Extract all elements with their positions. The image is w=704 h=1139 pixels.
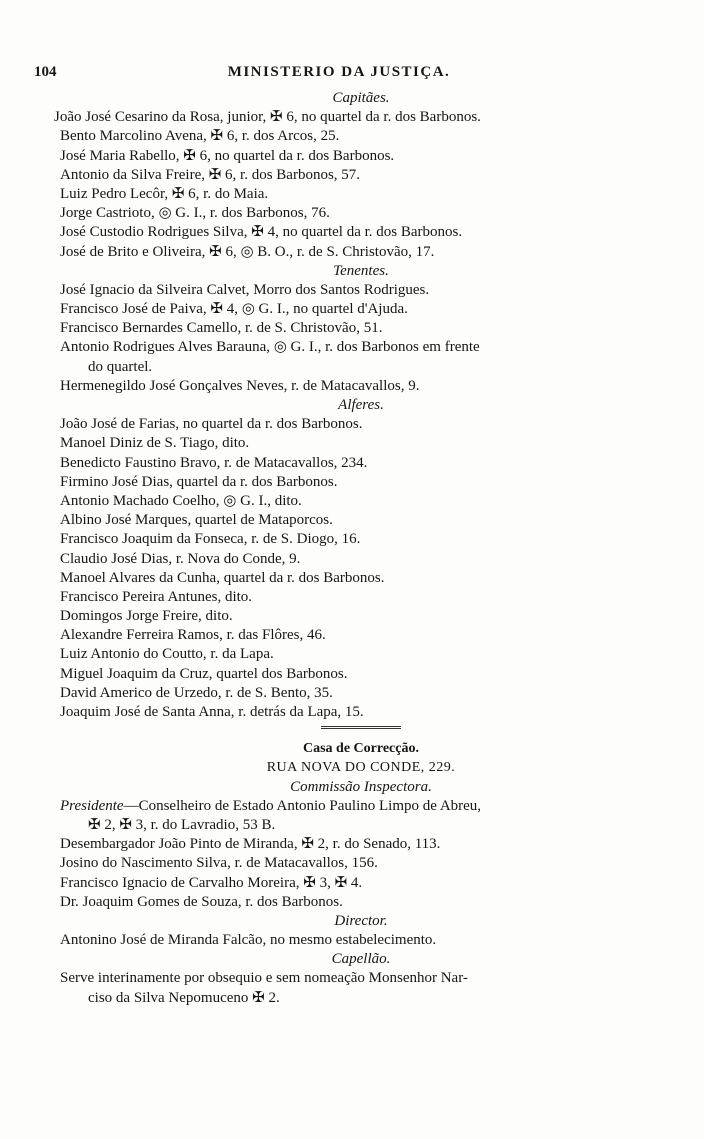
list-item: Bento Marcolino Avena, ✠ 6, r. dos Arcos, 25. — [60, 128, 340, 145]
chaplain-heading: Capellão. — [331, 951, 391, 968]
chaplain-entry: Serve interinamente por obsequio e sem nomeação Monsenhor Nar- — [60, 970, 468, 987]
president-label: Presidente — [60, 797, 124, 814]
list-item: Benedicto Faustino Bravo, r. de Matacavallos, 234. — [60, 454, 368, 471]
list-item: Francisco José de Paiva, ✠ 4, ◎ G. I., no quartel d'Ajuda. — [60, 301, 408, 318]
list-item: Alexandre Ferreira Ramos, r. das Flôres, 46. — [60, 627, 326, 644]
director-heading: Director. — [334, 912, 388, 929]
list-item: José Ignacio da Silveira Calvet, Morro dos Santos Rodrigues. — [60, 281, 430, 298]
list-item: Domingos Jorge Freire, dito. — [60, 608, 233, 625]
president-line — [60, 797, 662, 816]
commission-member: Josino do Nascimento Silva, r. de Matacavallos, 156. — [60, 855, 378, 872]
list-item: Claudio José Dias, r. Nova do Conde, 9. — [60, 550, 301, 567]
institution-title: Casa de Correcção. — [303, 741, 419, 757]
commission-heading: Commissão Inspectora. — [290, 778, 432, 795]
list-item: Francisco Pereira Antunes, dito. — [60, 588, 253, 605]
institution-address — [60, 758, 662, 777]
list-item-continuation: do quartel. — [88, 358, 153, 375]
list-item: Manoel Diniz de S. Tiago, dito. — [60, 435, 250, 452]
list-item: José Maria Rabello, ✠ 6, no quartel da r. dos Barbonos. — [60, 147, 395, 164]
commission-member: Francisco Ignacio de Carvalho Moreira, ✠ 3, ✠ 4. — [60, 874, 363, 891]
list-item: Luiz Pedro Lecôr, ✠ 6, r. do Maia. — [60, 185, 269, 202]
list-item: Firmino José Dias, quartel da r. dos Barbonos. — [60, 473, 338, 490]
commission-member: Dr. Joaquim Gomes de Souza, r. dos Barbonos. — [60, 893, 343, 910]
section-heading-capitaes: Capitães. — [332, 90, 390, 106]
list-item: David Americo de Urzedo, r. de S. Bento, 35. — [60, 684, 333, 701]
list-item: Francisco Joaquim da Fonseca, r. de S. Diogo, 16. — [60, 531, 361, 548]
running-header — [34, 64, 644, 86]
president-continuation: ✠ 2, ✠ 3, r. do Lavradio, 53 B. — [88, 816, 276, 833]
chaplain-continuation: ciso da Silva Nepomuceno ✠ 2. — [88, 989, 280, 1006]
list-item: Manoel Alvares da Cunha, quartel da r. dos Barbonos. — [60, 569, 385, 586]
president-text: —Conselheiro de Estado Antonio Paulino Limpo de Abreu, — [123, 797, 482, 814]
section-heading-alferes: Alferes. — [338, 397, 384, 413]
list-item: José de Brito e Oliveira, ✠ 6, ◎ B. O., r. de S. Christovão, 17. — [60, 243, 435, 260]
list-item: Luiz Antonio do Coutto, r. da Lapa. — [60, 646, 274, 663]
list-item: Antonio da Silva Freire, ✠ 6, r. dos Barbonos, 57. — [60, 166, 361, 183]
list-item: João José de Farias, no quartel da r. dos Barbonos. — [60, 416, 363, 433]
section-heading-tenentes: Tenentes. — [333, 262, 389, 279]
address-text: RUA NOVA DO CONDE, 229. — [266, 760, 456, 776]
list-item: Albino José Marques, quartel de Mataporcos. — [60, 512, 333, 529]
list-item: Antonio Rodrigues Alves Barauna, ◎ G. I., r. dos Barbonos em frente — [60, 339, 480, 356]
director-entry: Antonino José de Miranda Falcão, no mesmo estabelecimento. — [60, 932, 437, 949]
list-item: Miguel Joaquim da Cruz, quartel dos Barbonos. — [60, 665, 348, 682]
list-item: João José Cesarino da Rosa, junior, ✠ 6, no quartel da r. dos Barbonos. — [54, 109, 481, 126]
list-item: Antonio Machado Coelho, ◎ G. I., dito. — [60, 492, 302, 509]
list-item: Francisco Bernardes Camello, r. de S. Christovão, 51. — [60, 320, 383, 337]
list-item: Jorge Castrioto, ◎ G. I., r. dos Barbonos, 76. — [60, 205, 330, 222]
page-body — [54, 89, 662, 1008]
commission-member: Desembargador João Pinto de Miranda, ✠ 2, r. do Senado, 113. — [60, 836, 441, 853]
list-item: Joaquim José de Santa Anna, r. detrás da Lapa, 15. — [60, 704, 364, 720]
list-item: Hermenegildo José Gonçalves Neves, r. de Matacavallos, 9. — [60, 377, 420, 394]
running-title: MINISTERIO DA JUSTIÇA. — [227, 64, 451, 80]
list-item: José Custodio Rodrigues Silva, ✠ 4, no quartel da r. dos Barbonos. — [60, 224, 463, 241]
section-divider — [321, 726, 401, 729]
page-number: 104 — [34, 64, 57, 80]
